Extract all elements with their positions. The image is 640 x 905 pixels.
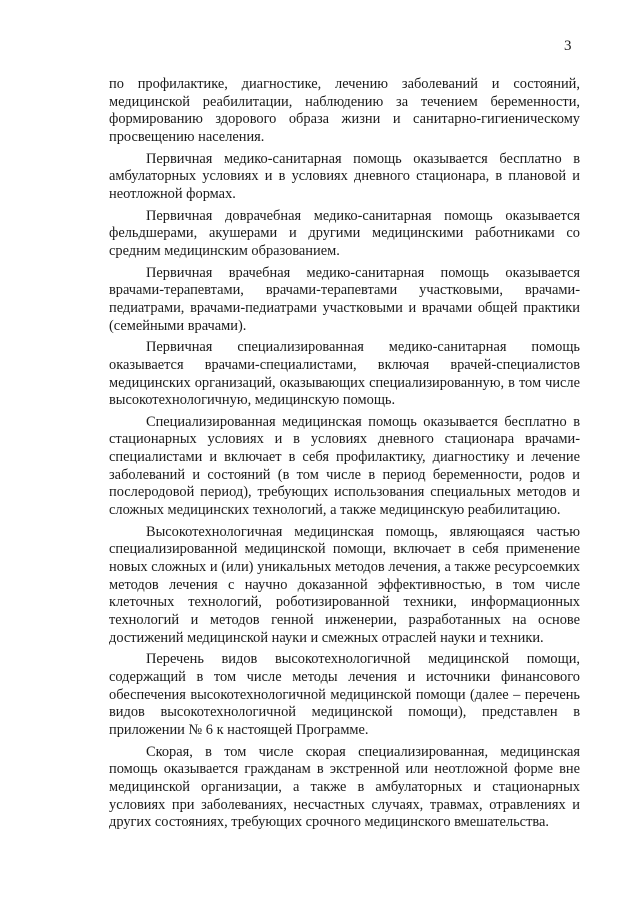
paragraph-emergency-care: Скорая, в том числе скорая специализированная, медицинская помощь оказывается гражданам в экстренной или неотложной форме вне медицинской организации, а также в амбулаторных и стационарных условиях при заболеваниях, несчастных случаях, травмах, отравлениях и других состояниях, требующих срочного медицинского вмешательства. — [109, 743, 580, 831]
paragraph-primary-care: Первичная медико-санитарная помощь оказывается бесплатно в амбулаторных условиях и в условиях дневного стационара, в плановой и неотложной формах. — [109, 150, 580, 202]
paragraph-continuation: по профилактике, диагностике, лечению заболеваний и состояний, медицинской реабилитации, наблюдению за течением беременности, формированию здорового образа жизни и санитарно-гигиеническому просвещению населения. — [109, 76, 580, 145]
page-number: 3 — [564, 38, 572, 54]
paragraph-high-tech-list: Перечень видов высокотехнологичной медицинской помощи, содержащий в том числе методы лечения и источники финансового обеспечения высокотехнологичной медицинской помощи (далее – перечень видов высокотехнологичной медицинской помощи), представлен в приложении № 6 к настоящей Программе. — [109, 651, 580, 738]
document-body — [109, 76, 580, 836]
paragraph-specialized-care: Специализированная медицинская помощь оказывается бесплатно в стационарных условиях и в условиях дневного стационара врачами-специалистами и включает в себя профилактику, диагностику и лечение заболеваний и состояний (в том числе в период беременности, родов и послеродовой период), требующих использования специальных методов и сложных медицинских технологий, а также медицинскую реабилитацию. — [109, 413, 580, 519]
paragraph-pre-medical-care: Первичная доврачебная медико-санитарная помощь оказывается фельдшерами, акушерами и другими медицинскими работниками со средним медицинским образованием. — [109, 207, 580, 259]
paragraph-high-tech-care: Высокотехнологичная медицинская помощь, являющаяся частью специализированной медицинской помощи, включает в себя применение новых сложных и (или) уникальных методов лечения, а также ресурсоемких методов лечения с научно доказанной эффективностью, в том числе клеточных технологий, роботизированной техники, информационных технологий и методов генной инженерии, разработанных на основе достижений медицинской науки и смежных отраслей науки и техники. — [109, 523, 580, 646]
paragraph-specialized-primary-care: Первичная специализированная медико-санитарная помощь оказывается врачами-специалистами, включая врачей-специалистов медицинских организаций, оказывающих специализированную, в том числе высокотехнологичную, медицинскую помощь. — [109, 339, 580, 409]
paragraph-physician-care: Первичная врачебная медико-санитарная помощь оказывается врачами-терапевтами, врачами-терапевтами участковыми, врачами-педиатрами, врачами-педиатрами участковыми и врачами общей практики (семейными врачами). — [109, 264, 580, 334]
